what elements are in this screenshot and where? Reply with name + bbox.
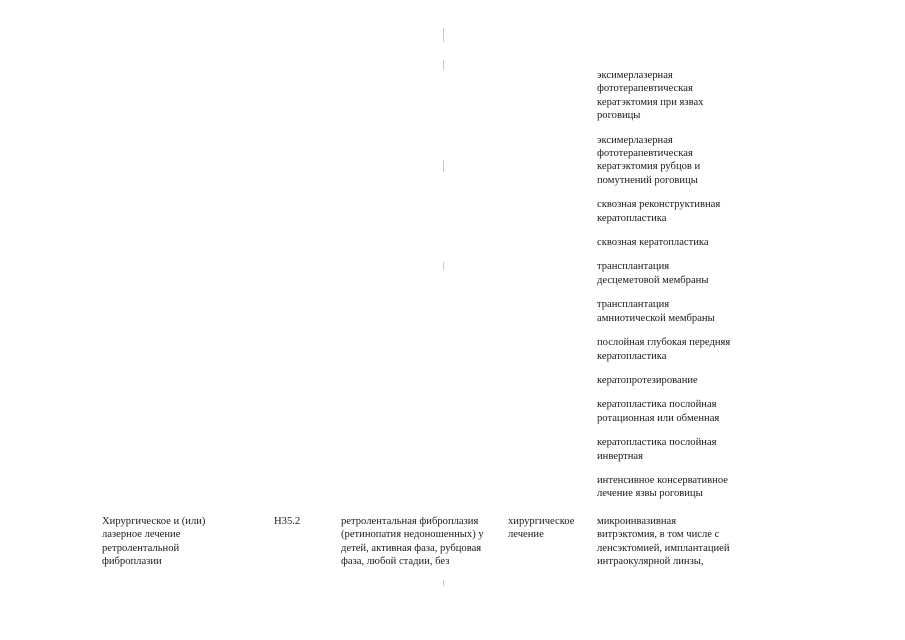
method-item: трансплантация десцеметовой мембраны	[597, 261, 709, 286]
method-item: сквозная кератопластика	[597, 237, 709, 249]
scan-mark	[443, 160, 444, 172]
scan-mark	[443, 28, 444, 42]
icd-code-cell: H35.2	[274, 516, 301, 527]
treatment-method-cell: микроинвазивная витрэктомия, в том числе с ленсэктомией, имплантацией интраокулярной линзы,	[597, 516, 730, 568]
method-item: интенсивное консервативное лечение язвы роговицы	[597, 474, 728, 500]
method-item: послойная глубокая передняя кератопластика	[597, 337, 731, 362]
scan-mark	[443, 60, 444, 70]
patient-model-cell: ретролентальная фиброплазия (ретинопатия недоношенных) у детей, активная фаза, рубцовая фаза, любой стадии, без	[341, 516, 484, 568]
scan-mark	[443, 580, 444, 586]
method-item: эксимерлазерная фототерапевтическая кератэктомия при язвах роговицы	[597, 70, 704, 122]
method-item: трансплантация амниотической мембраны	[597, 299, 715, 324]
method-item: эксимерлазерная фототерапевтическая кератэктомия рубцов и помутнений роговицы	[597, 134, 701, 186]
scan-mark	[443, 262, 444, 270]
method-item: кератопластика послойная инвертная	[597, 437, 717, 462]
treatment-methods-list	[597, 69, 762, 512]
treatment-kind-cell: хирургическое лечение	[508, 516, 575, 541]
method-item: кератопротезирование	[597, 374, 698, 386]
method-item: сквозная реконструктивная кератопластика	[597, 199, 721, 224]
care-type-cell: Хирургическое и (или) лазерное лечение ретролентальной фиброплазии	[102, 516, 206, 568]
method-item: кератопластика послойная ротационная или обменная	[597, 399, 720, 424]
